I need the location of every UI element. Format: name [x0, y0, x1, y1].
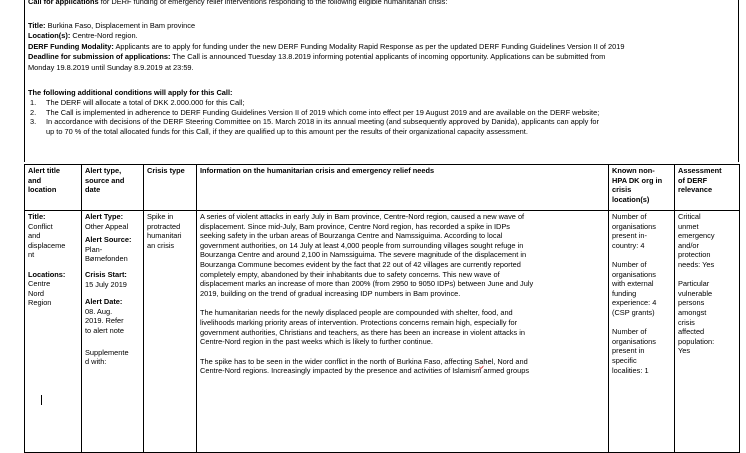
text-line: present in- — [612, 231, 647, 241]
deadline-line — [28, 52, 738, 62]
spellcheck-flag: a — [479, 356, 484, 366]
cell-assessment — [675, 211, 740, 453]
cell-known-orgs — [609, 211, 675, 453]
text-line: unmet — [678, 221, 699, 231]
header-alert-title — [25, 165, 82, 211]
locations-label: Location(s): — [28, 31, 71, 40]
text-line: of DERF — [678, 175, 708, 185]
text-line: Yes — [678, 346, 691, 356]
text-line: Crisis type — [147, 166, 185, 175]
text-line: humanitari — [147, 231, 182, 241]
title-line — [28, 21, 738, 31]
text-line: funding — [612, 288, 637, 298]
text-line: Bourzanga Commune becomes evident by the fact that 22 out of 42 villages are currently reported — [200, 259, 521, 269]
table-row — [25, 211, 740, 453]
text-line: location — [28, 185, 57, 195]
text-line: organisations — [612, 336, 656, 346]
modality-line — [28, 42, 738, 52]
text-line: Centre-Nord region in the past weeks which is likely to further continue. — [200, 337, 433, 347]
text-line: Børnefonden — [85, 254, 128, 264]
text-line: In accordance with decisions of the DERF Steering Committee on 15. March 2018 in its annual meeting (and subsequently approved by Danida), applicants can apply for — [46, 117, 599, 127]
conditions-heading: The following additional conditions will apply for this Call: — [28, 88, 233, 97]
text-line: Other Appeal — [85, 221, 129, 231]
header-alert-type — [82, 165, 144, 211]
text-line: A series of violent attacks in early July in Bam province, Centre-Nord region, caused a new wave of — [200, 212, 525, 221]
text-cursor — [41, 395, 42, 405]
text-line: Critical — [678, 212, 701, 221]
text-line: Plan- — [85, 244, 103, 254]
cell-alert-type — [82, 211, 144, 453]
text-line: Particular — [678, 279, 710, 289]
text-line: crisis — [678, 317, 695, 327]
call-text: for DERF funding of emergency relief interventions responding to the following eligible humanitarian crisis: — [98, 0, 448, 6]
text-line: Information on the humanitarian crisis and emergency relief needs — [200, 166, 435, 175]
text-line: location(s) — [612, 194, 650, 204]
text-line: specific — [612, 355, 637, 365]
modality-value: Applicants are to apply for funding under the new DERF Funding Modality Rapid Response as per the updated DERF Funding Guidelines Version II of 2019 — [113, 42, 625, 51]
text-line: Alert type, — [85, 166, 122, 175]
text-line: country: 4 — [612, 240, 645, 250]
text-line: Centre — [28, 279, 51, 289]
text-line: Number of — [612, 212, 647, 221]
info-paragraph-2 — [200, 308, 605, 346]
cell-information — [197, 211, 609, 453]
conditions-list — [30, 98, 730, 136]
text-line: relevance — [678, 185, 713, 195]
text-line: source and — [85, 175, 125, 185]
text-line: Conflict — [28, 221, 53, 231]
text-line: Supplemente — [85, 347, 129, 357]
text-line: 3. — [30, 117, 37, 127]
text-line: 2. — [30, 107, 37, 117]
text-line: government authorities, Christians and teachers, as there has been an increase in violent attacks in — [200, 327, 525, 337]
header-information — [197, 165, 609, 211]
locations-value: Centre-Nord region. — [70, 31, 138, 40]
title-label: Title: — [28, 21, 46, 30]
text-line: 2019. Refer — [85, 316, 124, 326]
text-line: Centre-Nord regions. Increasingly impacted by the presence and activities of Islamism armed groups — [200, 366, 530, 376]
text-line: organisations — [612, 221, 656, 231]
text-line: Bourzanga Centre and around 2,100 in Namssiguima. The severe magnitude of the displacement in — [200, 250, 527, 260]
deadline-value: The Call is announced Tuesday 13.8.2019 informing potential applicants of incoming opportunity. Applications can be submitted from — [170, 52, 606, 61]
text-line: 1. — [30, 98, 37, 107]
text-line: Number of — [612, 327, 647, 337]
text-line: affected — [678, 327, 705, 337]
table-header-row — [25, 165, 740, 211]
text-line: Alert title — [28, 166, 61, 175]
text-line: Alert Type: — [85, 212, 124, 221]
text-line: The Call is implemented in adherence to DERF Funding Guidelines Version II of 2019 which come into effect per 19 August 2019 and are available on the DERF website; — [46, 107, 600, 117]
text-line: Nord — [28, 288, 45, 298]
text-line: needs: Yes — [678, 259, 715, 269]
text-line: hel, Nord and — [483, 356, 528, 366]
text-line: 2019, building on the trend of gradual increasing IDP numbers in Bam province. — [200, 288, 461, 298]
text-line: Number of — [612, 259, 647, 269]
deadline-line-2: Monday 19.8.2019 until Sunday 8.9.2019 at 23:59. — [28, 63, 194, 72]
title-value: Burkina Faso, Displacement in Bam province — [45, 21, 196, 30]
condition-item — [30, 108, 730, 118]
text-line: present in — [612, 346, 645, 356]
text-line: amongst — [678, 307, 707, 317]
modality-label: DERF Funding Modality: — [28, 42, 114, 51]
info-paragraph-1 — [200, 212, 605, 298]
text-line: Locations: — [28, 269, 66, 279]
text-line: Crisis Start: — [85, 269, 127, 279]
text-line: vulnerable — [678, 288, 713, 298]
text-line: population: — [678, 336, 715, 346]
text-line: localities: 1 — [612, 365, 649, 375]
text-line: completely empty, abandoned by their inhabitants due to safety concerns. This new wave of — [200, 269, 500, 279]
text-line: 15 July 2019 — [85, 279, 127, 289]
cell-crisis-type — [144, 211, 197, 453]
text-line: nt — [28, 250, 35, 260]
deadline-label: Deadline for submission of applications: — [28, 52, 171, 61]
condition-item — [30, 117, 730, 136]
text-line: organisations — [612, 269, 656, 279]
cell-alert-title — [25, 211, 82, 453]
call-label: Call for applications — [28, 0, 99, 6]
alert-table — [24, 164, 740, 453]
text-line: an crisis — [147, 240, 175, 250]
text-line: with external — [612, 279, 654, 289]
text-line: emergency — [678, 231, 715, 241]
text-line: seeking safety in the urban areas of Bourzanga Centre and Namssiguima. According to local — [200, 231, 503, 241]
text-line: and — [28, 175, 42, 185]
text-line: date — [85, 185, 101, 195]
text-line: 08. Aug. — [85, 306, 113, 316]
text-line: displacement. Since mid-July, Bam province, Centre Nord region, has recorded a spike in IDPs — [200, 221, 510, 231]
header-known-orgs — [609, 165, 675, 211]
text-line: displacement marks an increase of more than 200% (from 2950 to 9050 IDPs) between June and July — [200, 279, 534, 289]
text-line: Region — [28, 298, 52, 308]
text-line: d with: — [85, 357, 107, 367]
text-line: to alert note — [85, 325, 125, 335]
text-line: Title: — [28, 212, 46, 221]
text-line: and — [28, 231, 41, 241]
text-line: Assessment — [678, 166, 722, 175]
text-line: HPA DK org in — [612, 175, 663, 185]
text-line: (CSP grants) — [612, 307, 655, 317]
text-line: persons — [678, 298, 705, 308]
header-crisis-type — [144, 165, 197, 211]
condition-item — [30, 98, 730, 108]
text-line: displaceme — [28, 240, 66, 250]
text-line: The DERF will allocate a total of DKK 2.000.000 for this Call; — [46, 98, 245, 107]
text-line: Spike in — [147, 212, 174, 221]
call-intro-line — [28, 0, 738, 7]
text-line: The spike has to be seen in the wider conflict in the north of Burkina Faso, affecting S — [200, 356, 480, 366]
text-line: protection — [678, 250, 711, 260]
text-line: and/or — [678, 240, 699, 250]
text-line: protracted — [147, 221, 181, 231]
text-line: Alert Date: — [85, 297, 123, 307]
text-line: Alert Source: — [85, 235, 132, 245]
text-line: experience: 4 — [612, 298, 657, 308]
header-assessment — [675, 165, 740, 211]
text-line: government authorities, on 14 July at least 4,000 people from surrounding villages sought refuge in — [200, 240, 524, 250]
text-line: up to 70 % of the total allocated funds for this Call, if they are qualified up to this amount per the results of their organizational capacity assessment. — [46, 126, 528, 136]
text-line: livelihoods marking priority areas of intervention. Protections concerns remain high, especially for — [200, 317, 518, 327]
text-line: Known non- — [612, 166, 655, 175]
text-line: The humanitarian needs for the newly displaced people are compounded with shelter, food, and — [200, 308, 513, 318]
locations-line — [28, 31, 738, 41]
text-line: crisis — [612, 185, 632, 195]
info-paragraph-3 — [200, 357, 605, 376]
